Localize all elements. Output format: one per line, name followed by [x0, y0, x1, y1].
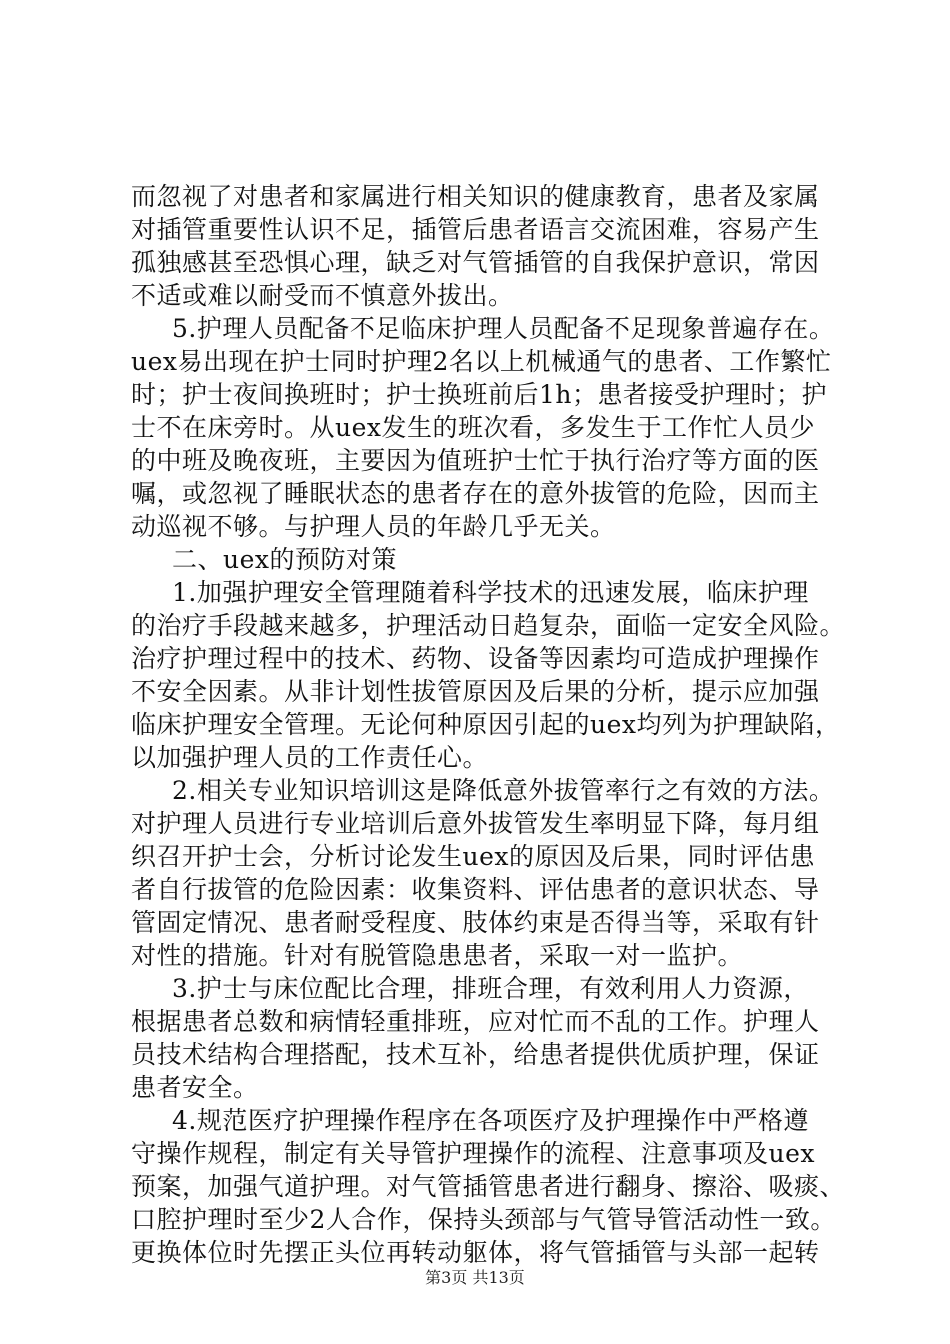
- text-line: 织召开护士会，分析讨论发生uex的原因及后果，同时评估患: [131, 842, 815, 871]
- text-line: 守操作规程，制定有关导管护理操作的流程、注意事项及uex: [131, 1139, 815, 1168]
- text-line: 对插管重要性认识不足，插管后患者语言交流困难，容易产生: [131, 215, 820, 244]
- text-line: 管固定情况、患者耐受程度、肢体约束是否得当等，采取有针: [131, 908, 820, 937]
- text-line: 对护理人员进行专业培训后意外拔管发生率明显下降，每月组: [131, 809, 820, 838]
- text-line: uex易出现在护士同时护理2名以上机械通气的患者、工作繁忙: [131, 347, 832, 376]
- text-line: 3.护士与床位配比合理，排班合理，有效利用人力资源，: [172, 974, 809, 1003]
- text-line: 的治疗手段越来越多，护理活动日趋复杂，面临一定安全风险。: [131, 611, 846, 640]
- text-line: 孤独感甚至恐惧心理，缺乏对气管插管的自我保护意识，常因: [131, 248, 820, 277]
- text-line: 口腔护理时至少2人合作，保持头颈部与气管导管活动性一致。: [131, 1205, 836, 1234]
- text-line: 治疗护理过程中的技术、药物、设备等因素均可造成护理操作: [131, 644, 820, 673]
- page-footer: 第3页 共13页: [425, 1268, 525, 1287]
- text-line: 对性的措施。针对有脱管隐患患者，采取一对一监护。: [131, 941, 744, 970]
- text-line: 动巡视不够。与护理人员的年龄几乎无关。: [131, 512, 616, 541]
- text-line: 根据患者总数和病情轻重排班，应对忙而不乱的工作。护理人: [131, 1007, 820, 1036]
- text-line: 患者安全。: [131, 1073, 259, 1102]
- text-line: 4.规范医疗护理操作程序在各项医疗及护理操作中严格遵: [172, 1106, 809, 1135]
- text-line: 时；护士夜间换班时；护士换班前后1h；患者接受护理时；护: [131, 380, 828, 409]
- text-line: 不安全因素。从非计划性拔管原因及后果的分析，提示应加强: [131, 677, 820, 706]
- text-line: 嘱，或忽视了睡眠状态的患者存在的意外拔管的危险，因而主: [131, 479, 820, 508]
- text-line: 预案，加强气道护理。对气管插管患者进行翻身、擦浴、吸痰、: [131, 1172, 846, 1201]
- text-line: 临床护理安全管理。无论何种原因引起的uex均列为护理缺陷，: [131, 710, 841, 739]
- section-heading: 二、uex的预防对策: [172, 545, 397, 574]
- text-line: 不适或难以耐受而不慎意外拔出。: [131, 281, 514, 310]
- text-line: 2.相关专业知识培训这是降低意外拔管率行之有效的方法。: [172, 776, 835, 805]
- text-line: 更换体位时先摆正头位再转动躯体，将气管插管与头部一起转: [131, 1238, 820, 1267]
- text-line: 5.护理人员配备不足临床护理人员配备不足现象普遍存在。: [172, 314, 835, 343]
- text-line: 的中班及晚夜班，主要因为值班护士忙于执行治疗等方面的医: [131, 446, 820, 475]
- text-line: 者自行拔管的危险因素：收集资料、评估患者的意识状态、导: [131, 875, 820, 904]
- text-line: 1.加强护理安全管理随着科学技术的迅速发展，临床护理: [172, 578, 809, 607]
- text-line: 士不在床旁时。从uex发生的班次看，多发生于工作忙人员少: [131, 413, 815, 442]
- text-line: 员技术结构合理搭配，技术互补，给患者提供优质护理，保证: [131, 1040, 820, 1069]
- text-line: 而忽视了对患者和家属进行相关知识的健康教育，患者及家属: [131, 182, 820, 211]
- text-line: 以加强护理人员的工作责任心。: [131, 743, 489, 772]
